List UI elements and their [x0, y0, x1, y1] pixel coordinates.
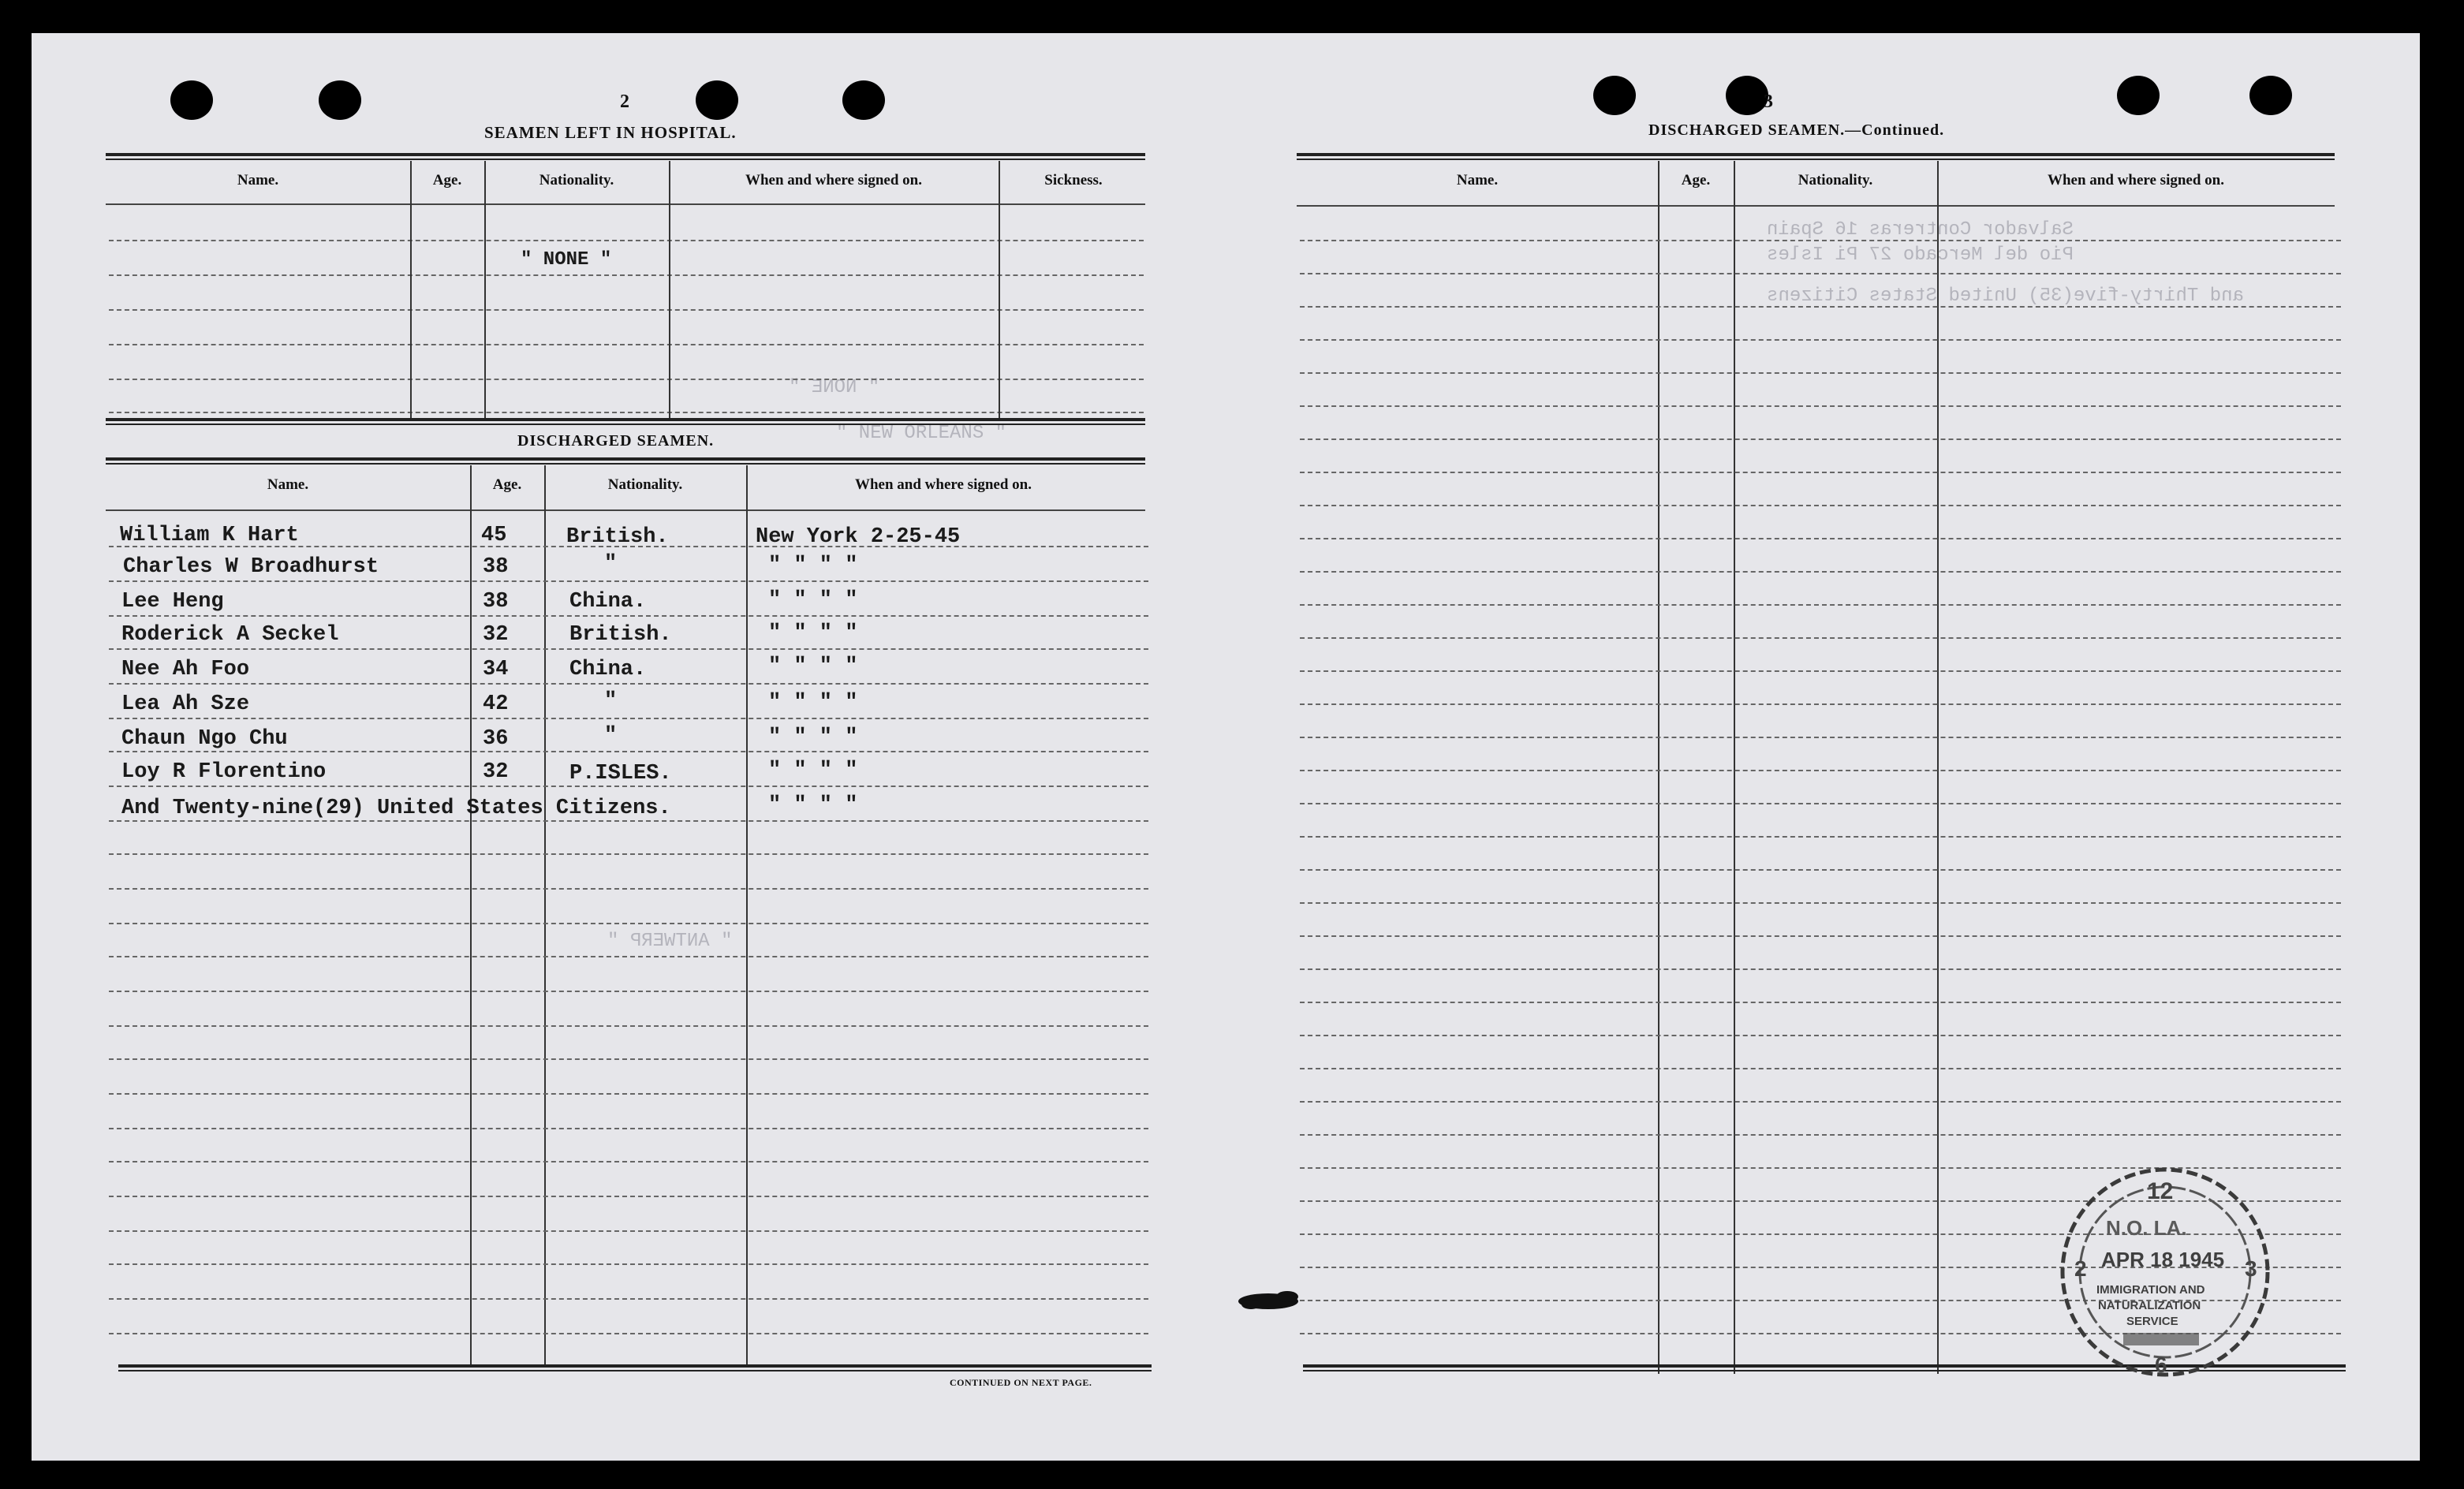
row-line: [1300, 538, 2341, 539]
seaman-name: Charles W Broadhurst: [123, 555, 379, 579]
punch-hole: [2249, 76, 2292, 115]
seaman-signed-on: " " " ": [768, 554, 858, 577]
row-line: [1300, 968, 2341, 970]
hospital-section-title: SEAMEN LEFT IN HOSPITAL.: [484, 123, 737, 142]
seaman-signed-on: " " " ": [768, 655, 858, 678]
seaman-age: 32: [483, 623, 509, 647]
row-line: [109, 991, 1148, 992]
row-line: [1300, 438, 2341, 440]
seaman-nationality: P.ISLES.: [569, 762, 672, 786]
us-citizens-signed-on: " " " ": [768, 793, 858, 817]
seaman-signed-on: " " " ": [768, 726, 858, 749]
row-line: [109, 1196, 1148, 1197]
row-line: [1300, 273, 2341, 274]
col-sickness: Sickness.: [1044, 172, 1103, 188]
punch-hole: [2117, 76, 2160, 115]
column-divider: [1658, 161, 1659, 1374]
svg-text:2: 2: [2074, 1256, 2087, 1281]
punch-hole: [319, 80, 361, 120]
seaman-name: Roderick A Seckel: [121, 623, 339, 647]
column-divider: [1937, 161, 1939, 1374]
col-signed-on: When and where signed on.: [745, 172, 922, 188]
row-line: [109, 309, 1144, 311]
column-divider: [410, 161, 412, 421]
row-line: [1300, 902, 2341, 904]
punch-hole: [170, 80, 213, 120]
row-line: [1300, 737, 2341, 738]
bleed-through-text: " ANTWERP ": [607, 931, 733, 952]
bleed-through-text: and Thirty-five(35) United States Citizens: [1767, 285, 2244, 307]
us-citizens-line: And Twenty-nine(29) United States Citizens.: [121, 797, 671, 820]
seaman-age: 45: [481, 524, 507, 547]
seaman-nationality: British.: [566, 525, 669, 549]
seaman-age: 34: [483, 658, 509, 681]
col-name: Name.: [267, 476, 309, 493]
page-number: 3: [1764, 91, 1773, 112]
seaman-nationality: China.: [569, 590, 647, 614]
discharged-continued-title: DISCHARGED SEAMEN.—Continued.: [1648, 121, 1945, 139]
svg-text:APR 18 1945: APR 18 1945: [2101, 1248, 2225, 1271]
seaman-age: 42: [483, 692, 509, 716]
row-line: [109, 274, 1144, 276]
header-rule: [106, 509, 1145, 511]
column-divider: [746, 465, 748, 1368]
row-line: [109, 751, 1148, 752]
section-rule: [106, 418, 1145, 425]
column-divider: [1734, 161, 1735, 1374]
row-line: [1300, 240, 2341, 241]
svg-text:3: 3: [2245, 1256, 2257, 1281]
page-number: 2: [620, 91, 629, 112]
col-signed-on: When and where signed on.: [854, 476, 1032, 493]
seaman-nationality: China.: [569, 658, 647, 681]
col-age: Age.: [432, 172, 462, 188]
svg-text:SERVICE: SERVICE: [2126, 1315, 2178, 1328]
col-nationality: Nationality.: [539, 172, 614, 188]
section-rule: [106, 153, 1145, 160]
row-line: [109, 718, 1148, 719]
svg-text:12: 12: [2147, 1178, 2174, 1204]
row-line: [1300, 836, 2341, 838]
seaman-age: 32: [483, 760, 509, 784]
seaman-name: Chaun Ngo Chu: [121, 727, 288, 751]
row-line: [1300, 1002, 2341, 1003]
ink-blot: [1237, 1289, 1303, 1312]
bleed-through-text: " NONE ": [789, 377, 880, 398]
svg-text:IMMIGRATION AND: IMMIGRATION AND: [2096, 1283, 2205, 1297]
punch-hole: [842, 80, 885, 120]
header-rule: [106, 203, 1145, 205]
row-line: [1300, 670, 2341, 672]
row-line: [1300, 339, 2341, 341]
header-rule: [1297, 205, 2335, 207]
row-line: [109, 1333, 1148, 1334]
row-line: [1300, 1068, 2341, 1069]
row-line: [1300, 770, 2341, 771]
row-line: [109, 1230, 1148, 1232]
row-line: [109, 1263, 1148, 1265]
row-line: [1300, 372, 2341, 374]
row-line: [109, 344, 1144, 345]
bleed-through-text: " NEW ORLEANS ": [836, 423, 1007, 444]
seaman-signed-on: New York 2-25-45: [756, 525, 961, 549]
row-line: [109, 1128, 1148, 1129]
discharged-section-title: DISCHARGED SEAMEN.: [517, 432, 715, 450]
row-line: [109, 1093, 1148, 1095]
row-line: [1300, 703, 2341, 705]
svg-text:N.O. LA.: N.O. LA.: [2106, 1216, 2187, 1240]
seaman-signed-on: " " " ": [768, 759, 858, 782]
section-rule: [118, 1364, 1152, 1371]
row-line: [109, 1298, 1148, 1300]
row-line: [109, 923, 1148, 924]
seaman-signed-on: " " " ": [768, 588, 858, 612]
row-line: [1300, 505, 2341, 506]
row-line: [1300, 1134, 2341, 1136]
row-line: [1300, 306, 2341, 308]
row-line: [109, 1161, 1148, 1162]
column-divider: [669, 161, 670, 421]
row-line: [109, 853, 1148, 855]
row-line: [1300, 604, 2341, 606]
hospital-none-entry: " NONE ": [521, 249, 612, 271]
row-line: [109, 580, 1148, 582]
col-name: Name.: [1456, 172, 1499, 188]
row-line: [109, 615, 1148, 617]
seaman-age: 38: [483, 590, 509, 614]
seaman-name: William K Hart: [120, 524, 299, 547]
seaman-name: Loy R Florentino: [121, 760, 327, 784]
seaman-age: 38: [483, 555, 509, 579]
bleed-through-text: Pio del Mercado 27 Pi Isles: [1767, 244, 2074, 266]
row-line: [109, 683, 1148, 685]
column-divider: [999, 161, 1000, 421]
row-line: [109, 1025, 1148, 1027]
row-line: [1300, 571, 2341, 573]
seaman-name: Nee Ah Foo: [121, 658, 250, 681]
punch-hole: [1593, 76, 1636, 115]
col-name: Name.: [237, 172, 279, 188]
row-line: [109, 240, 1144, 241]
seaman-age: 36: [483, 727, 509, 751]
row-line: [1300, 869, 2341, 871]
row-line: [1300, 1101, 2341, 1103]
row-line: [109, 648, 1148, 650]
bleed-through-text: Salvador Contreras 16 Spain: [1767, 219, 2074, 241]
col-signed-on: When and where signed on.: [2047, 172, 2224, 188]
seaman-nationality: ": [604, 724, 618, 748]
punch-hole: [696, 80, 738, 120]
seaman-nationality: British.: [569, 623, 672, 647]
seaman-name: Lee Heng: [121, 590, 224, 614]
row-line: [109, 412, 1144, 413]
seaman-signed-on: " " " ": [768, 691, 858, 715]
row-line: [1300, 1035, 2341, 1036]
row-line: [109, 1058, 1148, 1060]
section-rule: [106, 457, 1145, 465]
continued-note: CONTINUED ON NEXT PAGE.: [950, 1377, 1092, 1388]
column-divider: [484, 161, 486, 421]
row-line: [109, 379, 1144, 380]
col-age: Age.: [1681, 172, 1711, 188]
seaman-nationality: ": [604, 552, 618, 576]
row-line: [1300, 803, 2341, 804]
row-line: [1300, 935, 2341, 937]
row-line: [109, 786, 1148, 787]
column-divider: [470, 465, 472, 1368]
col-nationality: Nationality.: [1798, 172, 1873, 188]
svg-text:NATURALIZATION: NATURALIZATION: [2098, 1299, 2201, 1312]
col-age: Age.: [492, 476, 522, 493]
svg-text:6: 6: [2155, 1353, 2167, 1377]
row-line: [109, 956, 1148, 957]
seaman-nationality: ": [604, 689, 618, 713]
row-line: [1300, 637, 2341, 639]
seaman-name: Lea Ah Sze: [121, 692, 250, 716]
immigration-stamp: [2051, 1158, 2279, 1386]
seaman-signed-on: " " " ": [768, 621, 858, 645]
row-line: [109, 888, 1148, 890]
row-line: [1300, 472, 2341, 473]
section-rule: [1297, 153, 2335, 160]
row-line: [1300, 405, 2341, 407]
punch-hole: [1726, 76, 1768, 115]
column-divider: [544, 465, 546, 1368]
col-nationality: Nationality.: [607, 476, 683, 493]
row-line: [109, 820, 1148, 822]
